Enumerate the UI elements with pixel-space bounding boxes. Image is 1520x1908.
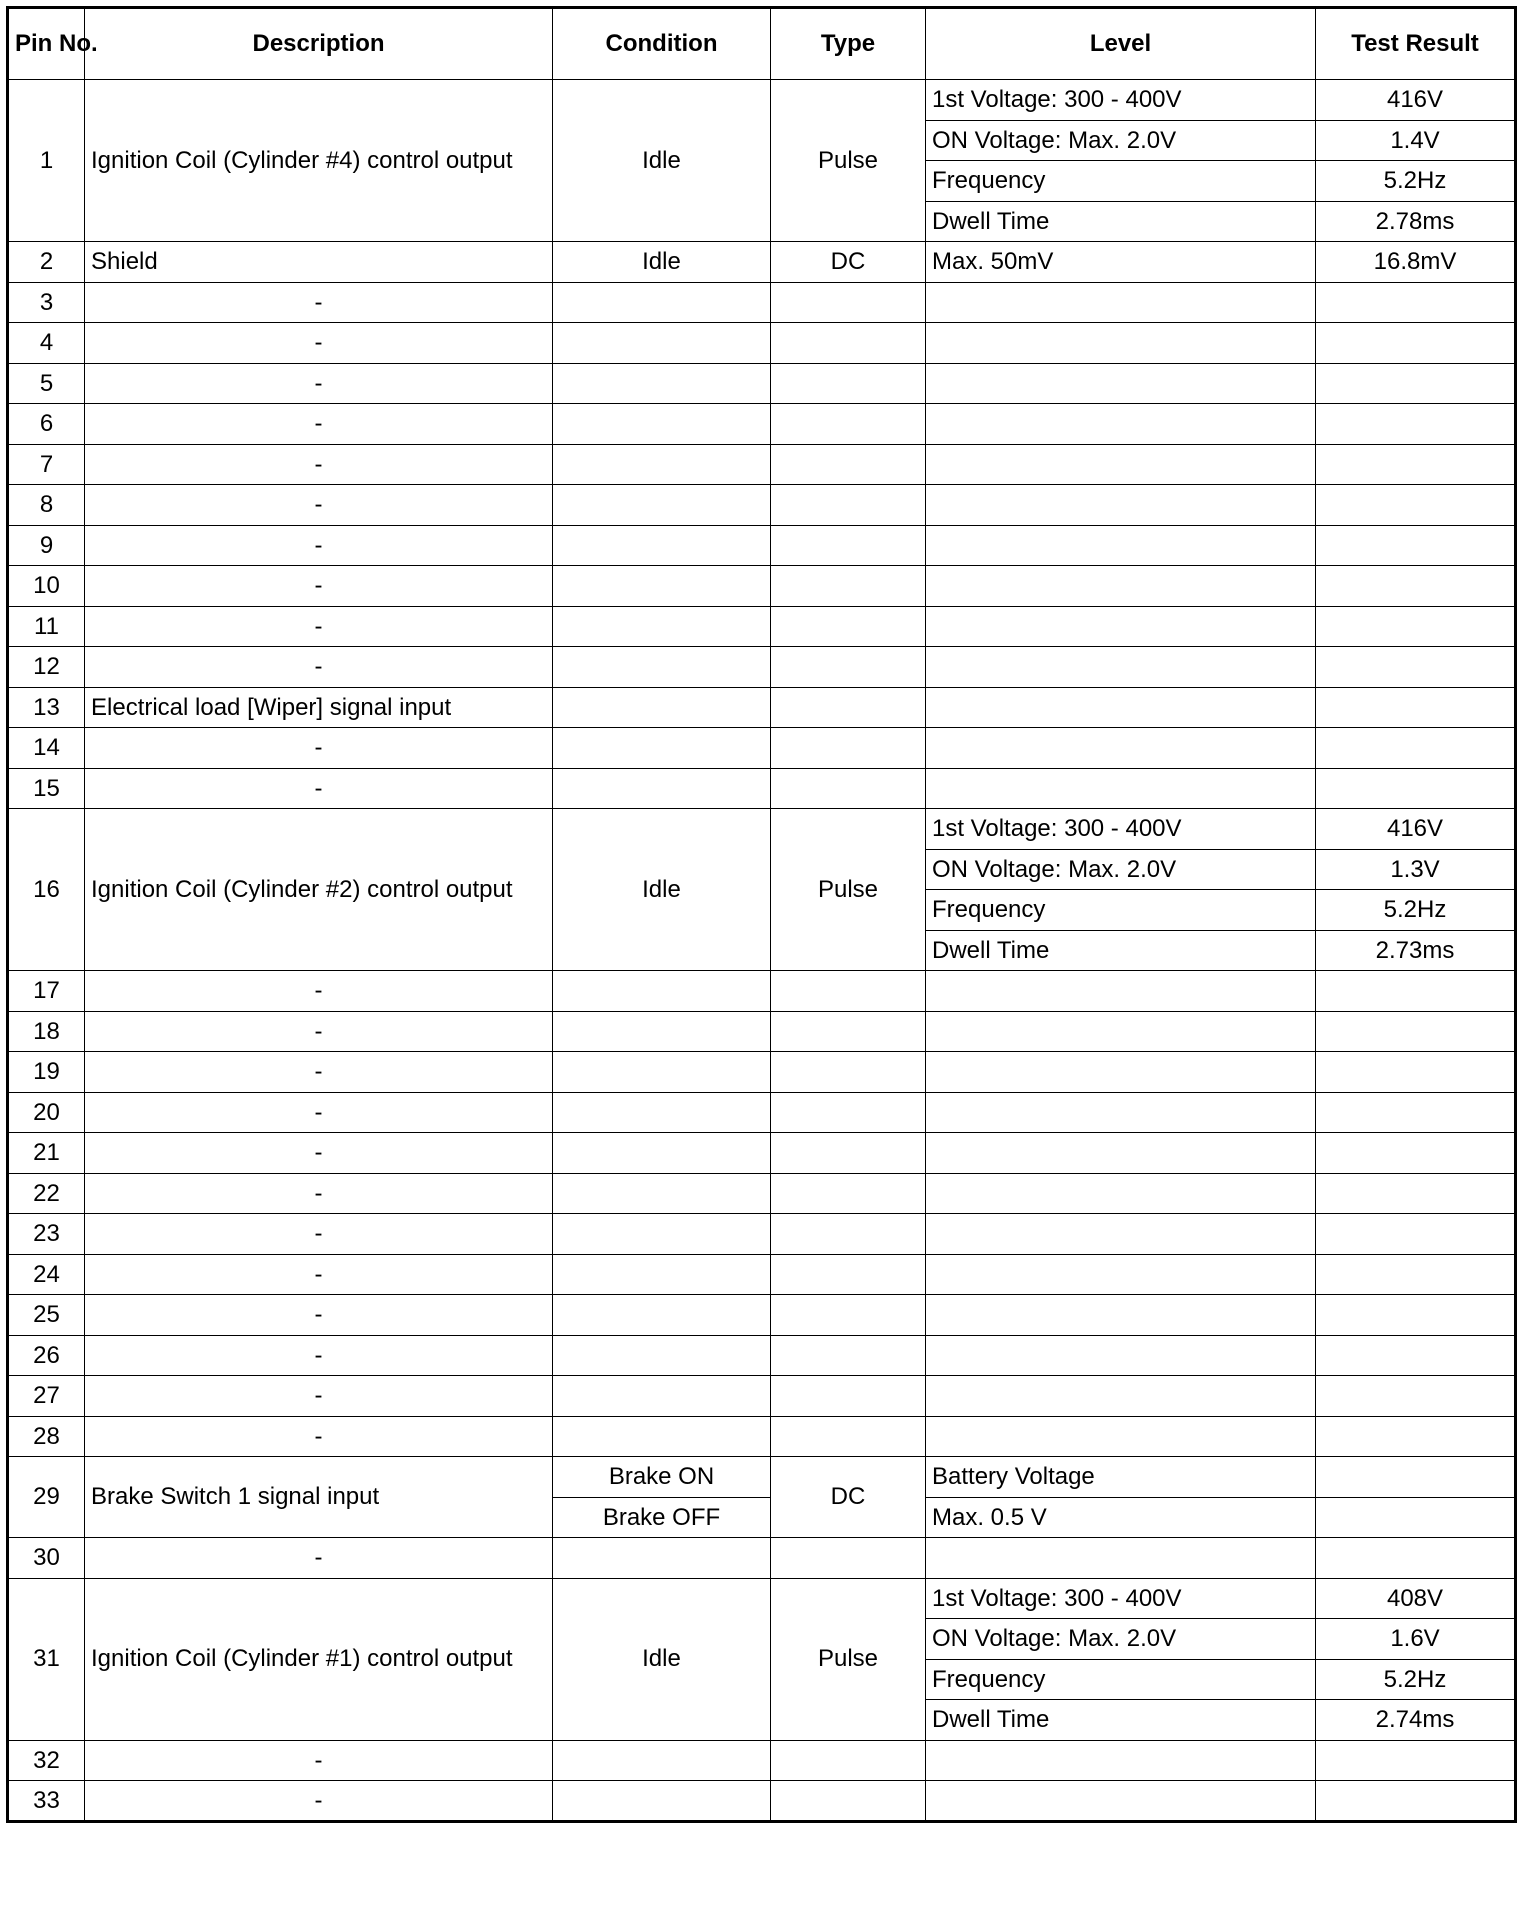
table-row	[8, 647, 1516, 688]
table-row	[8, 282, 1516, 323]
type-cell	[771, 404, 926, 445]
condition-cell	[553, 363, 771, 404]
table-row	[8, 606, 1516, 647]
type-cell	[771, 444, 926, 485]
condition-cell	[553, 404, 771, 445]
level-cell	[926, 1092, 1316, 1133]
condition-cell	[553, 1416, 771, 1457]
level-cell: Max. 0.5 V	[926, 1497, 1316, 1538]
level-cell: ON Voltage: Max. 2.0V	[926, 849, 1316, 890]
pin-number: 22	[8, 1173, 85, 1214]
level-cell	[926, 728, 1316, 769]
description-cell: Ignition Coil (Cylinder #1) control output	[85, 1578, 553, 1740]
table-row	[8, 1092, 1516, 1133]
test-result-cell	[1316, 1214, 1516, 1255]
table-row	[8, 323, 1516, 364]
level-cell	[926, 1781, 1316, 1822]
description-cell: -	[85, 444, 553, 485]
description-cell: -	[85, 1740, 553, 1781]
description-cell: -	[85, 363, 553, 404]
test-result-cell	[1316, 1538, 1516, 1579]
level-cell	[926, 1052, 1316, 1093]
test-result-cell: 408V	[1316, 1578, 1516, 1619]
description-cell: -	[85, 1781, 553, 1822]
description-cell: -	[85, 282, 553, 323]
level-cell	[926, 1335, 1316, 1376]
description-cell: -	[85, 1376, 553, 1417]
test-result-cell: 416V	[1316, 80, 1516, 121]
test-result-cell	[1316, 1011, 1516, 1052]
test-result-cell	[1316, 1416, 1516, 1457]
test-result-cell: 416V	[1316, 809, 1516, 850]
type-cell	[771, 728, 926, 769]
type-cell	[771, 687, 926, 728]
pin-number: 8	[8, 485, 85, 526]
pin-table	[6, 6, 1517, 1823]
description-cell: -	[85, 768, 553, 809]
test-result-cell: 2.78ms	[1316, 201, 1516, 242]
type-cell	[771, 1416, 926, 1457]
test-result-cell	[1316, 566, 1516, 607]
table-row	[8, 404, 1516, 445]
pin-number: 1	[8, 80, 85, 242]
pin-number: 6	[8, 404, 85, 445]
type-cell	[771, 525, 926, 566]
level-cell	[926, 1173, 1316, 1214]
test-result-cell	[1316, 1092, 1516, 1133]
type-cell: DC	[771, 1457, 926, 1538]
level-cell: Dwell Time	[926, 930, 1316, 971]
description-cell: Ignition Coil (Cylinder #2) control output	[85, 809, 553, 971]
type-cell	[771, 1740, 926, 1781]
type-cell	[771, 1335, 926, 1376]
condition-cell: Brake ON	[553, 1457, 771, 1498]
table-row	[8, 1740, 1516, 1781]
pin-number: 18	[8, 1011, 85, 1052]
test-result-cell	[1316, 485, 1516, 526]
pin-number: 12	[8, 647, 85, 688]
condition-cell	[553, 687, 771, 728]
type-cell	[771, 1173, 926, 1214]
table-row	[8, 1173, 1516, 1214]
type-cell: Pulse	[771, 809, 926, 971]
description-cell: -	[85, 1214, 553, 1255]
level-cell	[926, 1538, 1316, 1579]
level-cell: Frequency	[926, 161, 1316, 202]
table-row	[8, 971, 1516, 1012]
level-cell	[926, 606, 1316, 647]
description-cell: Electrical load [Wiper] signal input	[85, 687, 553, 728]
table-row	[8, 1416, 1516, 1457]
test-result-cell	[1316, 1295, 1516, 1336]
test-result-cell: 5.2Hz	[1316, 161, 1516, 202]
type-cell: DC	[771, 242, 926, 283]
test-result-cell	[1316, 282, 1516, 323]
pin-number: 14	[8, 728, 85, 769]
condition-cell	[553, 485, 771, 526]
test-result-cell	[1316, 363, 1516, 404]
type-cell	[771, 323, 926, 364]
condition-cell	[553, 1781, 771, 1822]
level-cell	[926, 444, 1316, 485]
test-result-cell: 2.73ms	[1316, 930, 1516, 971]
test-result-cell	[1316, 687, 1516, 728]
test-result-cell	[1316, 1052, 1516, 1093]
test-result-cell	[1316, 606, 1516, 647]
description-cell: -	[85, 1254, 553, 1295]
condition-cell: Idle	[553, 809, 771, 971]
test-result-cell	[1316, 647, 1516, 688]
pin-number: 16	[8, 809, 85, 971]
test-result-cell	[1316, 1497, 1516, 1538]
header-pin: Pin No.	[8, 8, 85, 80]
level-cell	[926, 687, 1316, 728]
level-cell: ON Voltage: Max. 2.0V	[926, 120, 1316, 161]
type-cell: Pulse	[771, 1578, 926, 1740]
type-cell	[771, 1376, 926, 1417]
type-cell	[771, 1214, 926, 1255]
test-result-cell	[1316, 728, 1516, 769]
type-cell	[771, 971, 926, 1012]
level-cell: Frequency	[926, 1659, 1316, 1700]
test-result-cell: 1.4V	[1316, 120, 1516, 161]
level-cell	[926, 363, 1316, 404]
condition-cell	[553, 971, 771, 1012]
type-cell	[771, 1052, 926, 1093]
test-result-cell: 2.74ms	[1316, 1700, 1516, 1741]
test-result-cell: 5.2Hz	[1316, 1659, 1516, 1700]
pin-number: 11	[8, 606, 85, 647]
pin-number: 32	[8, 1740, 85, 1781]
type-cell	[771, 1295, 926, 1336]
condition-cell	[553, 1254, 771, 1295]
condition-cell	[553, 444, 771, 485]
table-row	[8, 444, 1516, 485]
table-row	[8, 1538, 1516, 1579]
description-cell: -	[85, 525, 553, 566]
test-result-cell	[1316, 1376, 1516, 1417]
type-cell	[771, 1092, 926, 1133]
pin-number: 5	[8, 363, 85, 404]
pin-number: 3	[8, 282, 85, 323]
description-cell: -	[85, 1335, 553, 1376]
level-cell: 1st Voltage: 300 - 400V	[926, 1578, 1316, 1619]
type-cell	[771, 647, 926, 688]
condition-cell	[553, 323, 771, 364]
level-cell: Battery Voltage	[926, 1457, 1316, 1498]
level-cell	[926, 566, 1316, 607]
table-row	[8, 1376, 1516, 1417]
type-cell	[771, 282, 926, 323]
test-result-cell	[1316, 1740, 1516, 1781]
condition-cell	[553, 728, 771, 769]
condition-cell	[553, 606, 771, 647]
table-row	[8, 687, 1516, 728]
type-cell	[771, 485, 926, 526]
level-cell	[926, 525, 1316, 566]
level-cell	[926, 323, 1316, 364]
type-cell	[771, 363, 926, 404]
level-cell	[926, 1133, 1316, 1174]
table-row	[8, 1457, 1516, 1498]
description-cell: Brake Switch 1 signal input	[85, 1457, 553, 1538]
level-cell: Frequency	[926, 890, 1316, 931]
table-row	[8, 728, 1516, 769]
level-cell: ON Voltage: Max. 2.0V	[926, 1619, 1316, 1660]
condition-cell	[553, 566, 771, 607]
pin-number: 24	[8, 1254, 85, 1295]
test-result-cell	[1316, 525, 1516, 566]
description-cell: Shield	[85, 242, 553, 283]
test-result-cell	[1316, 1254, 1516, 1295]
description-cell: -	[85, 647, 553, 688]
description-cell: -	[85, 1538, 553, 1579]
type-cell	[771, 768, 926, 809]
pin-number: 9	[8, 525, 85, 566]
description-cell: -	[85, 1173, 553, 1214]
pin-number: 28	[8, 1416, 85, 1457]
level-cell	[926, 1011, 1316, 1052]
condition-cell	[553, 1133, 771, 1174]
description-cell: -	[85, 1133, 553, 1174]
header-description: Description	[85, 8, 553, 80]
pin-number: 31	[8, 1578, 85, 1740]
description-cell: -	[85, 1295, 553, 1336]
level-cell: Dwell Time	[926, 201, 1316, 242]
test-result-cell	[1316, 1335, 1516, 1376]
table-row	[8, 1214, 1516, 1255]
table-row	[8, 809, 1516, 850]
description-cell: -	[85, 1092, 553, 1133]
level-cell	[926, 282, 1316, 323]
condition-cell	[553, 1740, 771, 1781]
description-cell: -	[85, 566, 553, 607]
level-cell	[926, 1416, 1316, 1457]
description-cell: -	[85, 728, 553, 769]
table-row	[8, 1781, 1516, 1822]
table-row	[8, 1254, 1516, 1295]
test-result-cell	[1316, 1457, 1516, 1498]
description-cell: -	[85, 971, 553, 1012]
level-cell	[926, 404, 1316, 445]
type-cell	[771, 1133, 926, 1174]
header-level: Level	[926, 8, 1316, 80]
description-cell: -	[85, 1416, 553, 1457]
condition-cell	[553, 1335, 771, 1376]
description-cell: -	[85, 323, 553, 364]
table-row	[8, 80, 1516, 121]
condition-cell	[553, 1052, 771, 1093]
test-result-cell	[1316, 971, 1516, 1012]
table-row	[8, 1335, 1516, 1376]
table-row	[8, 485, 1516, 526]
description-cell: -	[85, 1011, 553, 1052]
test-result-cell: 5.2Hz	[1316, 890, 1516, 931]
pin-number: 21	[8, 1133, 85, 1174]
condition-cell	[553, 1376, 771, 1417]
level-cell: Max. 50mV	[926, 242, 1316, 283]
pin-number: 30	[8, 1538, 85, 1579]
pin-number: 15	[8, 768, 85, 809]
condition-cell	[553, 1173, 771, 1214]
test-result-cell	[1316, 444, 1516, 485]
pin-number: 17	[8, 971, 85, 1012]
description-cell: -	[85, 606, 553, 647]
pin-number: 4	[8, 323, 85, 364]
level-cell	[926, 647, 1316, 688]
condition-cell: Idle	[553, 242, 771, 283]
type-cell	[771, 1538, 926, 1579]
test-result-cell: 1.3V	[1316, 849, 1516, 890]
level-cell	[926, 971, 1316, 1012]
pin-number: 26	[8, 1335, 85, 1376]
test-result-cell: 1.6V	[1316, 1619, 1516, 1660]
test-result-cell	[1316, 323, 1516, 364]
table-row	[8, 1052, 1516, 1093]
description-cell: -	[85, 404, 553, 445]
table-row	[8, 1295, 1516, 1336]
condition-cell: Brake OFF	[553, 1497, 771, 1538]
header-row	[8, 8, 1516, 80]
pin-number: 7	[8, 444, 85, 485]
condition-cell	[553, 282, 771, 323]
condition-cell	[553, 647, 771, 688]
condition-cell: Idle	[553, 1578, 771, 1740]
pin-number: 33	[8, 1781, 85, 1822]
table-row	[8, 363, 1516, 404]
test-result-cell	[1316, 1781, 1516, 1822]
pin-table-sheet	[6, 6, 1514, 1902]
condition-cell: Idle	[553, 80, 771, 242]
condition-cell	[553, 1011, 771, 1052]
type-cell	[771, 566, 926, 607]
condition-cell	[553, 525, 771, 566]
test-result-cell	[1316, 1173, 1516, 1214]
table-row	[8, 525, 1516, 566]
description-cell: -	[85, 1052, 553, 1093]
level-cell	[926, 1295, 1316, 1336]
condition-cell	[553, 1538, 771, 1579]
pin-number: 10	[8, 566, 85, 607]
table-row	[8, 1133, 1516, 1174]
condition-cell	[553, 768, 771, 809]
type-cell	[771, 1254, 926, 1295]
pin-number: 20	[8, 1092, 85, 1133]
header-test-result: Test Result	[1316, 8, 1516, 80]
level-cell	[926, 768, 1316, 809]
test-result-cell	[1316, 1133, 1516, 1174]
table-row	[8, 1011, 1516, 1052]
table-body	[8, 80, 1516, 1822]
level-cell: Dwell Time	[926, 1700, 1316, 1741]
pin-number: 19	[8, 1052, 85, 1093]
test-result-cell	[1316, 404, 1516, 445]
pin-number: 25	[8, 1295, 85, 1336]
description-cell: Ignition Coil (Cylinder #4) control output	[85, 80, 553, 242]
level-cell	[926, 1254, 1316, 1295]
table-row	[8, 242, 1516, 283]
table-row	[8, 566, 1516, 607]
level-cell: 1st Voltage: 300 - 400V	[926, 80, 1316, 121]
level-cell	[926, 1376, 1316, 1417]
level-cell	[926, 1740, 1316, 1781]
description-cell: -	[85, 485, 553, 526]
condition-cell	[553, 1214, 771, 1255]
pin-number: 13	[8, 687, 85, 728]
header-condition: Condition	[553, 8, 771, 80]
pin-number: 2	[8, 242, 85, 283]
test-result-cell	[1316, 768, 1516, 809]
level-cell	[926, 1214, 1316, 1255]
condition-cell	[553, 1092, 771, 1133]
table-row	[8, 1578, 1516, 1619]
level-cell	[926, 485, 1316, 526]
type-cell	[771, 1011, 926, 1052]
pin-number: 27	[8, 1376, 85, 1417]
pin-number: 29	[8, 1457, 85, 1538]
level-cell: 1st Voltage: 300 - 400V	[926, 809, 1316, 850]
type-cell	[771, 1781, 926, 1822]
test-result-cell: 16.8mV	[1316, 242, 1516, 283]
table-row	[8, 768, 1516, 809]
type-cell	[771, 606, 926, 647]
header-type: Type	[771, 8, 926, 80]
type-cell: Pulse	[771, 80, 926, 242]
condition-cell	[553, 1295, 771, 1336]
pin-number: 23	[8, 1214, 85, 1255]
